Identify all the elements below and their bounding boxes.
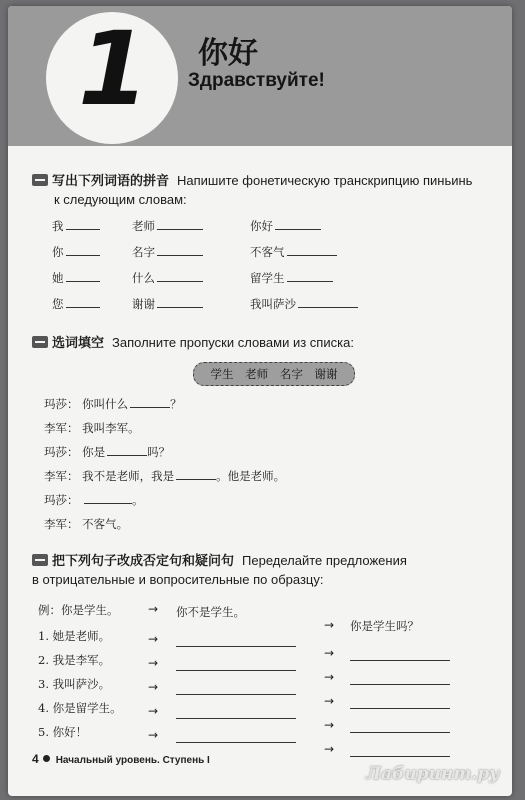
word-item: 什么 bbox=[132, 270, 203, 286]
arrow-icon: → bbox=[324, 742, 335, 756]
answer-blank[interactable] bbox=[84, 492, 132, 504]
section-1-title-cn: 写出下列词语的拼音 bbox=[52, 174, 170, 189]
word-item: 名字 bbox=[132, 244, 203, 260]
section-3-title-ru: Переделайте предложения bbox=[242, 553, 407, 568]
exercise-sentence: 3. 我叫萨沙。 bbox=[38, 677, 111, 691]
answer-blank[interactable] bbox=[287, 244, 337, 256]
section-3-badge-icon bbox=[32, 554, 48, 566]
answer-blank[interactable] bbox=[107, 444, 147, 456]
section-1-title-ru: Напишите фонетическую транскрипцию пиньинь bbox=[177, 173, 473, 188]
answer-blank[interactable] bbox=[157, 244, 203, 256]
arrow-icon: → bbox=[148, 680, 159, 694]
footer-text: Начальный уровень. Ступень I bbox=[55, 755, 210, 766]
answer-line-negative[interactable] bbox=[176, 670, 296, 671]
page-number: 4 bbox=[32, 752, 39, 766]
lesson-number: 1 bbox=[78, 10, 149, 129]
watermark-logo: Лабиринт.ру bbox=[366, 764, 500, 784]
word-item: 我 bbox=[52, 218, 100, 234]
arrow-icon: → bbox=[148, 656, 159, 670]
dialogue-line: 李军： 我不是老师，我是 。他是老师。 bbox=[44, 469, 286, 483]
answer-line-negative[interactable] bbox=[176, 718, 296, 719]
answer-line-negative[interactable] bbox=[176, 742, 296, 743]
word-item: 我叫萨沙 bbox=[250, 296, 358, 312]
answer-line-question[interactable] bbox=[350, 684, 450, 685]
section-2-title-ru: Заполните пропуски словами из списка: bbox=[112, 335, 354, 350]
exercise-sentence: 4. 你是留学生。 bbox=[38, 701, 122, 715]
word-item: 谢谢 bbox=[132, 296, 203, 312]
word-item: 老师 bbox=[132, 218, 203, 234]
answer-blank[interactable] bbox=[157, 296, 203, 308]
exercise-sentence: 1. 她是老师。 bbox=[38, 629, 111, 643]
section-3-title-ru-cont: в отрицательные и вопросительные по образцу: bbox=[32, 572, 324, 587]
arrow-icon: → bbox=[324, 670, 335, 684]
answer-line-question[interactable] bbox=[350, 756, 450, 757]
answer-blank[interactable] bbox=[157, 270, 203, 282]
section-3-heading bbox=[32, 550, 407, 587]
arrow-icon: → bbox=[324, 646, 335, 660]
word-bank-option: 谢谢 bbox=[314, 367, 338, 381]
word-bank bbox=[193, 362, 355, 386]
dialogue-line: 玛莎： 。 bbox=[44, 493, 144, 507]
word-bank-option: 名字 bbox=[279, 367, 303, 381]
answer-blank[interactable] bbox=[66, 296, 100, 308]
section-2-badge-icon bbox=[32, 336, 48, 348]
word-item: 你好 bbox=[250, 218, 321, 234]
section-2-title-cn: 选词填空 bbox=[52, 336, 105, 351]
word-item: 不客气 bbox=[250, 244, 337, 260]
example-negative: 你不是学生。 bbox=[176, 605, 245, 619]
answer-blank[interactable] bbox=[176, 468, 216, 480]
arrow-icon: → bbox=[148, 632, 159, 646]
example-sentence: 例：你是学生。 bbox=[38, 603, 119, 617]
lesson-title-ru: Здравствуйте! bbox=[188, 70, 325, 91]
bullet-icon bbox=[43, 755, 50, 762]
exercise-sentence: 5. 你好！ bbox=[38, 725, 88, 739]
answer-blank[interactable] bbox=[66, 270, 100, 282]
section-2-heading bbox=[32, 332, 354, 351]
section-1-badge-icon bbox=[32, 174, 48, 186]
answer-line-question[interactable] bbox=[350, 732, 450, 733]
section-3-title-cn: 把下列句子改成否定句和疑问句 bbox=[52, 554, 235, 569]
word-item: 你 bbox=[52, 244, 100, 260]
word-bank-option: 老师 bbox=[245, 367, 269, 381]
arrow-icon: → bbox=[148, 704, 159, 718]
dialogue-line: 玛莎： 你叫什么 ？ bbox=[44, 397, 182, 411]
lesson-header bbox=[8, 6, 512, 146]
word-item: 您 bbox=[52, 296, 100, 312]
lesson-title-cn: 你好 bbox=[198, 36, 258, 71]
arrow-icon: → bbox=[324, 618, 335, 632]
answer-blank[interactable] bbox=[130, 396, 170, 408]
answer-blank[interactable] bbox=[298, 296, 358, 308]
answer-blank[interactable] bbox=[287, 270, 333, 282]
answer-blank[interactable] bbox=[157, 218, 203, 230]
arrow-icon: → bbox=[324, 718, 335, 732]
arrow-icon: → bbox=[324, 694, 335, 708]
answer-line-negative[interactable] bbox=[176, 646, 296, 647]
word-bank-option: 学生 bbox=[210, 367, 234, 381]
word-item: 她 bbox=[52, 270, 100, 286]
workbook-page bbox=[8, 6, 512, 796]
page-footer bbox=[32, 752, 210, 766]
dialogue-line: 玛莎： 你是 吗？ bbox=[44, 445, 171, 459]
example-question: 你是学生吗？ bbox=[350, 619, 419, 633]
answer-blank[interactable] bbox=[275, 218, 321, 230]
answer-line-question[interactable] bbox=[350, 708, 450, 709]
dialogue-line: 李军： 我叫李军。 bbox=[44, 421, 140, 435]
answer-line-question[interactable] bbox=[350, 660, 450, 661]
section-1-heading bbox=[32, 170, 472, 207]
section-1-title-ru-cont: к следующим словам: bbox=[54, 192, 187, 207]
answer-blank[interactable] bbox=[66, 244, 100, 256]
word-item: 留学生 bbox=[250, 270, 333, 286]
answer-blank[interactable] bbox=[66, 218, 100, 230]
exercise-sentence: 2. 我是李军。 bbox=[38, 653, 111, 667]
arrow-icon: → bbox=[148, 728, 159, 742]
answer-line-negative[interactable] bbox=[176, 694, 296, 695]
arrow-icon: → bbox=[148, 602, 159, 616]
dialogue-line: 李军： 不客气。 bbox=[44, 517, 129, 531]
